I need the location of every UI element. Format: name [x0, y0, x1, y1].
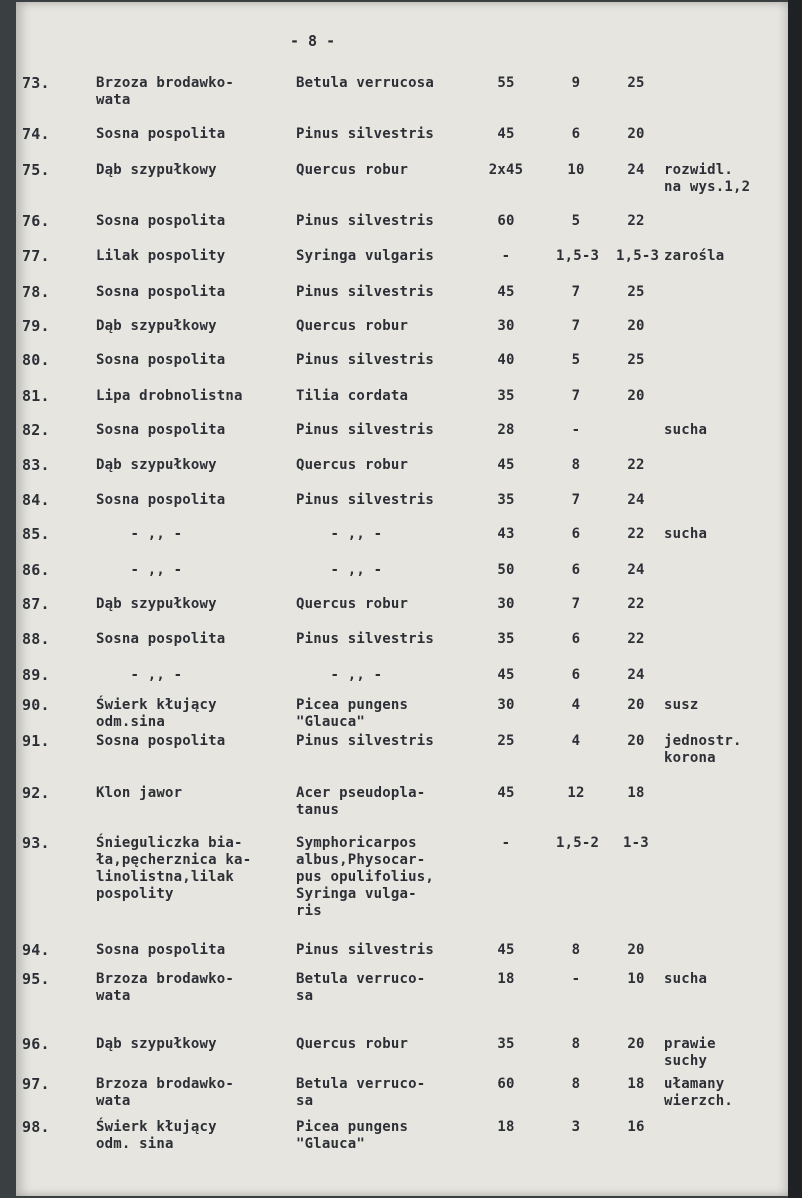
latin-name: Quercus robur: [296, 1036, 409, 1052]
diameter-value: 45: [497, 785, 515, 801]
polish-name: Sosna pospolita: [96, 422, 226, 438]
height-value: 4: [571, 733, 581, 749]
diameter-value: 55: [497, 75, 515, 91]
latin-name: Quercus robur: [296, 457, 409, 473]
height-value: 6: [571, 126, 581, 142]
height-value: 4: [571, 697, 581, 713]
row-number: 81.: [22, 387, 50, 405]
latin-name: Picea pungens "Glauca": [296, 697, 409, 730]
height-value: 5: [571, 352, 581, 368]
crown-value: 24: [627, 162, 645, 178]
diameter-value: 30: [497, 596, 515, 612]
polish-name: Sosna pospolita: [96, 352, 226, 368]
row-number: 97.: [22, 1075, 50, 1093]
crown-value: 20: [627, 942, 645, 958]
diameter-value: 28: [497, 422, 515, 438]
height-value: 1,5-2: [556, 835, 600, 851]
latin-name: Betula verruco- sa: [296, 1076, 426, 1109]
crown-value: 22: [627, 526, 645, 542]
crown-value: 24: [627, 492, 645, 508]
polish-name: Sosna pospolita: [96, 942, 226, 958]
remarks: jednostr. korona: [664, 733, 742, 766]
latin-name: Pinus silvestris: [296, 942, 435, 958]
diameter-value: 45: [497, 457, 515, 473]
diameter-value: 18: [497, 971, 515, 987]
height-value: 8: [571, 457, 581, 473]
latin-name: Symphoricarpos albus,Physocar- pus opulifolius, Syringa vulga- ris: [296, 835, 435, 919]
remarks: ułamany wierzch.: [664, 1076, 734, 1109]
height-value: 8: [571, 1076, 581, 1092]
row-number: 95.: [22, 970, 50, 988]
remarks: susz: [664, 697, 699, 713]
height-value: 6: [571, 526, 581, 542]
crown-value: 25: [627, 284, 645, 300]
scan-border: [788, 0, 802, 1198]
polish-name: Klon jawor: [96, 785, 183, 801]
row-number: 96.: [22, 1035, 50, 1053]
row-number: 80.: [22, 351, 50, 369]
latin-name: - ,, -: [296, 562, 383, 578]
height-value: 5: [571, 213, 581, 229]
diameter-value: -: [501, 248, 511, 264]
crown-value: 20: [627, 388, 645, 404]
latin-name: Pinus silvestris: [296, 213, 435, 229]
crown-value: 10: [627, 971, 645, 987]
crown-value: 1,5-3: [616, 248, 660, 264]
diameter-value: 35: [497, 631, 515, 647]
row-number: 88.: [22, 630, 50, 648]
page-number: - 8 -: [290, 32, 336, 50]
crown-value: 20: [627, 733, 645, 749]
diameter-value: 18: [497, 1119, 515, 1135]
diameter-value: -: [501, 835, 511, 851]
diameter-value: 30: [497, 318, 515, 334]
polish-name: Śnieguliczka bia- ła,pęcherznica ka- linolistna,lilak pospolity: [96, 835, 252, 902]
height-value: 6: [571, 631, 581, 647]
polish-name: Brzoza brodawko- wata: [96, 75, 235, 108]
row-number: 87.: [22, 595, 50, 613]
polish-name: Sosna pospolita: [96, 126, 226, 142]
latin-name: Quercus robur: [296, 596, 409, 612]
row-number: 86.: [22, 561, 50, 579]
diameter-value: 2x45: [488, 162, 524, 178]
remarks: zarośla: [664, 248, 725, 264]
remarks: sucha: [664, 526, 708, 542]
height-value: 3: [571, 1119, 581, 1135]
polish-name: Sosna pospolita: [96, 733, 226, 749]
row-number: 92.: [22, 784, 50, 802]
diameter-value: 45: [497, 667, 515, 683]
row-number: 74.: [22, 125, 50, 143]
polish-name: Lipa drobnolistna: [96, 388, 243, 404]
polish-name: Sosna pospolita: [96, 492, 226, 508]
polish-name: Świerk kłujący odm. sina: [96, 1119, 217, 1152]
polish-name: - ,, -: [96, 526, 183, 542]
polish-name: Dąb szypułkowy: [96, 457, 217, 473]
remarks: prawie suchy: [664, 1036, 716, 1069]
height-value: -: [571, 971, 581, 987]
diameter-value: 50: [497, 562, 515, 578]
latin-name: Picea pungens "Glauca": [296, 1119, 409, 1152]
row-number: 82.: [22, 421, 50, 439]
diameter-value: 43: [497, 526, 515, 542]
height-value: 8: [571, 1036, 581, 1052]
height-value: 1,5-3: [556, 248, 600, 264]
crown-value: 18: [627, 1076, 645, 1092]
row-number: 98.: [22, 1118, 50, 1136]
crown-value: 25: [627, 352, 645, 368]
crown-value: 24: [627, 562, 645, 578]
polish-name: Sosna pospolita: [96, 631, 226, 647]
polish-name: - ,, -: [96, 562, 183, 578]
row-number: 91.: [22, 732, 50, 750]
polish-name: - ,, -: [96, 667, 183, 683]
height-value: 7: [571, 596, 581, 612]
latin-name: Acer pseudopla- tanus: [296, 785, 426, 818]
crown-value: 18: [627, 785, 645, 801]
latin-name: Tilia cordata: [296, 388, 409, 404]
row-number: 76.: [22, 212, 50, 230]
row-number: 73.: [22, 74, 50, 92]
latin-name: Syringa vulgaris: [296, 248, 435, 264]
crown-value: 1-3: [623, 835, 649, 851]
height-value: 7: [571, 388, 581, 404]
diameter-value: 45: [497, 284, 515, 300]
diameter-value: 35: [497, 388, 515, 404]
row-number: 85.: [22, 525, 50, 543]
polish-name: Dąb szypułkowy: [96, 318, 217, 334]
row-number: 78.: [22, 283, 50, 301]
latin-name: - ,, -: [296, 526, 383, 542]
diameter-value: 45: [497, 942, 515, 958]
latin-name: Betula verrucosa: [296, 75, 435, 91]
latin-name: Pinus silvestris: [296, 492, 435, 508]
row-number: 89.: [22, 666, 50, 684]
polish-name: Brzoza brodawko- wata: [96, 971, 235, 1004]
row-number: 83.: [22, 456, 50, 474]
crown-value: 22: [627, 213, 645, 229]
latin-name: Pinus silvestris: [296, 422, 435, 438]
remarks: sucha: [664, 971, 708, 987]
diameter-value: 45: [497, 126, 515, 142]
latin-name: Pinus silvestris: [296, 352, 435, 368]
crown-value: 22: [627, 631, 645, 647]
diameter-value: 40: [497, 352, 515, 368]
height-value: 12: [567, 785, 585, 801]
crown-value: 16: [627, 1119, 645, 1135]
height-value: 10: [567, 162, 585, 178]
crown-value: 22: [627, 457, 645, 473]
polish-name: Sosna pospolita: [96, 213, 226, 229]
crown-value: 25: [627, 75, 645, 91]
polish-name: Dąb szypułkowy: [96, 1036, 217, 1052]
polish-name: Brzoza brodawko- wata: [96, 1076, 235, 1109]
height-value: 7: [571, 284, 581, 300]
latin-name: Pinus silvestris: [296, 733, 435, 749]
crown-value: 20: [627, 1036, 645, 1052]
diameter-value: 25: [497, 733, 515, 749]
crown-value: 24: [627, 667, 645, 683]
crown-value: 20: [627, 697, 645, 713]
latin-name: - ,, -: [296, 667, 383, 683]
crown-value: 20: [627, 126, 645, 142]
latin-name: Pinus silvestris: [296, 631, 435, 647]
row-number: 94.: [22, 941, 50, 959]
polish-name: Dąb szypułkowy: [96, 596, 217, 612]
row-number: 75.: [22, 161, 50, 179]
height-value: 6: [571, 562, 581, 578]
diameter-value: 60: [497, 1076, 515, 1092]
height-value: -: [571, 422, 581, 438]
latin-name: Pinus silvestris: [296, 126, 435, 142]
diameter-value: 60: [497, 213, 515, 229]
diameter-value: 35: [497, 1036, 515, 1052]
height-value: 7: [571, 492, 581, 508]
row-number: 77.: [22, 247, 50, 265]
row-number: 90.: [22, 696, 50, 714]
diameter-value: 35: [497, 492, 515, 508]
polish-name: Dąb szypułkowy: [96, 162, 217, 178]
row-number: 93.: [22, 834, 50, 852]
row-number: 84.: [22, 491, 50, 509]
remarks: rozwidl. na wys.1,2: [664, 162, 751, 195]
remarks: sucha: [664, 422, 708, 438]
polish-name: Lilak pospolity: [96, 248, 226, 264]
diameter-value: 30: [497, 697, 515, 713]
height-value: 8: [571, 942, 581, 958]
latin-name: Quercus robur: [296, 162, 409, 178]
polish-name: Sosna pospolita: [96, 284, 226, 300]
height-value: 9: [571, 75, 581, 91]
row-number: 79.: [22, 317, 50, 335]
polish-name: Świerk kłujący odm.sina: [96, 697, 217, 730]
crown-value: 20: [627, 318, 645, 334]
latin-name: Pinus silvestris: [296, 284, 435, 300]
height-value: 6: [571, 667, 581, 683]
height-value: 7: [571, 318, 581, 334]
latin-name: Quercus robur: [296, 318, 409, 334]
crown-value: 22: [627, 596, 645, 612]
latin-name: Betula verruco- sa: [296, 971, 426, 1004]
